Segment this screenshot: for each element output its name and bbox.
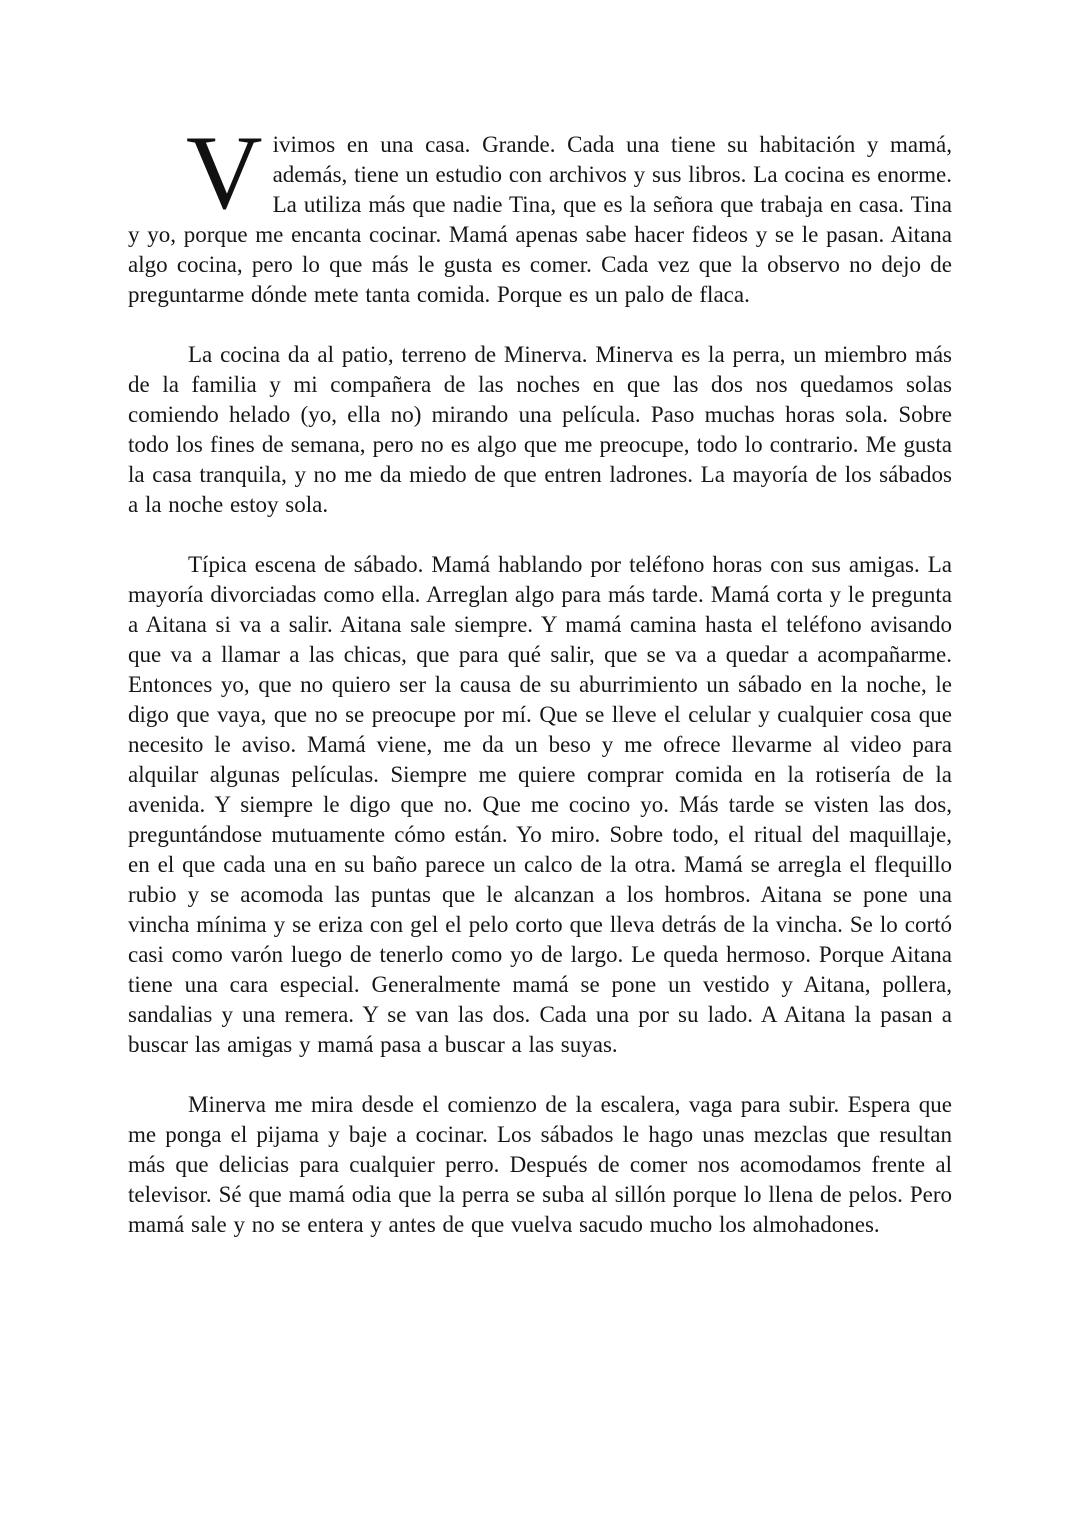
drop-cap-letter: V <box>186 114 263 231</box>
paragraph-2 <box>128 340 952 520</box>
paragraph-1-text: ivimos en una casa. Grande. Cada una tiene su habitación y mamá, además, tiene un estudio con archivos y sus libros. La cocina es enorme. La utiliza más que nadie Tina, que es la señora que trabaja en casa. Tina y yo, porque me encanta cocinar. Mamá apenas sabe hacer fideos y se le pasan. Aitana algo cocina, pero lo que más le gusta es comer. Cada vez que la observo no dejo de preguntarme dónde mete tanta comida. Porque es un palo de flaca. <box>128 132 952 307</box>
paragraph-1 <box>128 114 952 310</box>
book-page <box>128 0 952 1240</box>
paragraph-4 <box>128 1090 952 1240</box>
paragraph-3-text: Típica escena de sábado. Mamá hablando por teléfono horas con sus amigas. La mayoría divorciadas como ella. Arreglan algo para más tarde. Mamá corta y le pregunta a Aitana si va a salir. Aitana sale siempre. Y mamá camina hasta el teléfono avisando que va a llamar a las chicas, que para qué salir, que se va a quedar a acompañarme. Entonces yo, que no quiero ser la causa de su aburrimiento un sábado en la noche, le digo que vaya, que no se preocupe por mí. Que se lleve el celular y cualquier cosa que necesito le aviso. Mamá viene, me da un beso y me ofrece llevarme al video para alquilar algunas películas. Siempre me quiere comprar comida en la rotisería de la avenida. Y siempre le digo que no. Que me cocino yo. Más tarde se visten las dos, preguntándose mutuamente cómo están. Yo miro. Sobre todo, el ritual del maquillaje, en el que cada una en su baño parece un calco de la otra. Mamá se arregla el flequillo rubio y se acomoda las puntas que le alcanzan a los hombros. Aitana se pone una vincha mínima y se eriza con gel el pelo corto que lleva detrás de la vincha. Se lo cortó casi como varón luego de tenerlo como yo de largo. Le queda hermoso. Porque Aitana tiene una cara especial. Generalmente mamá se pone un vestido y Aitana, pollera, sandalias y una remera. Y se van las dos. Cada una por su lado. A Aitana la pasan a buscar las amigas y mamá pasa a buscar a las suyas. <box>128 552 952 1057</box>
paragraph-2-text: La cocina da al patio, terreno de Minerva. Minerva es la perra, un miembro más de la familia y mi compañera de las noches en que las dos nos quedamos solas comiendo helado (yo, ella no) mirando una película. Paso muchas horas sola. Sobre todo los fines de semana, pero no es algo que me preocupe, todo lo contrario. Me gusta la casa tranquila, y no me da miedo de que entren ladrones. La mayoría de los sábados a la noche estoy sola. <box>128 342 952 517</box>
paragraph-4-text: Minerva me mira desde el comienzo de la escalera, vaga para subir. Espera que me ponga el pijama y baje a cocinar. Los sábados le hago unas mezclas que resultan más que delicias para cualquier perro. Después de comer nos acomodamos frente al televisor. Sé que mamá odia que la perra se suba al sillón porque lo llena de pelos. Pero mamá sale y no se entera y antes de que vuelva sacudo mucho los almohadones. <box>128 1092 952 1237</box>
paragraph-3 <box>128 550 952 1060</box>
